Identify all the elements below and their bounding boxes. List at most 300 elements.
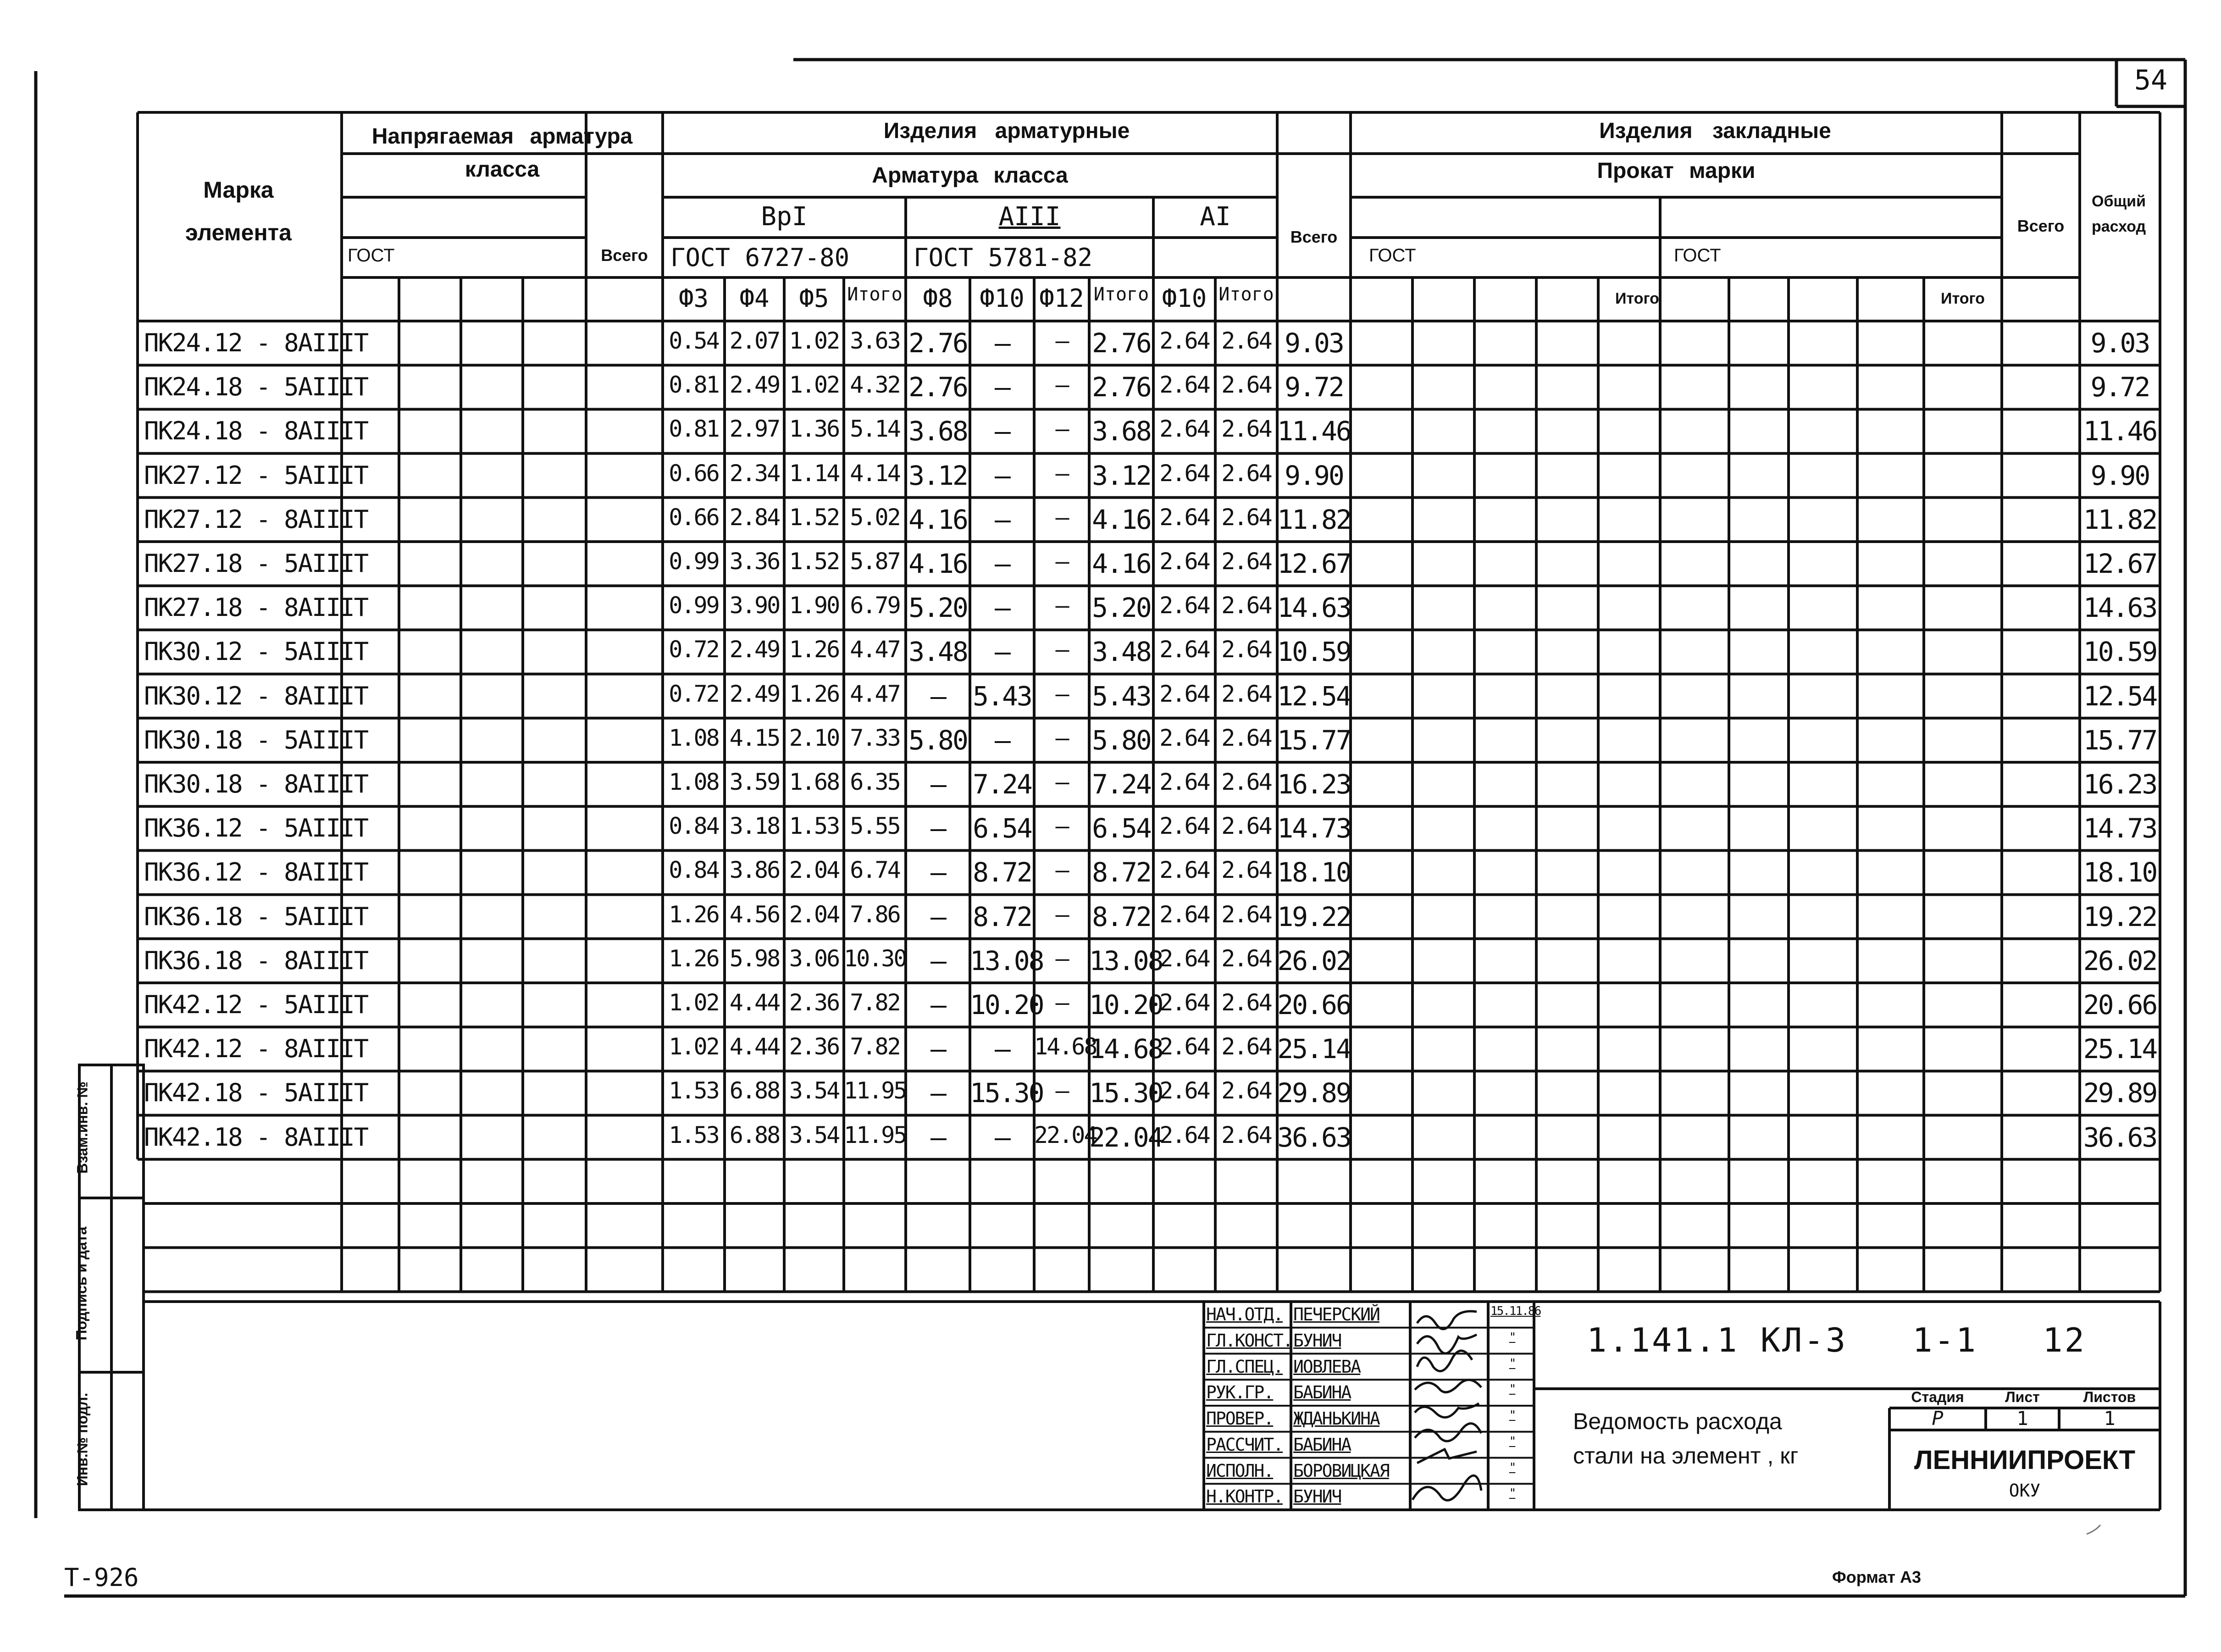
header-class-a3: АIII [998,202,1061,232]
signer-name: ИОВЛЕВА [1293,1356,1361,1377]
sheet-label: Лист [2005,1389,2040,1405]
header-gost-zakl2: ГОСТ [1674,245,1721,266]
cell-d3: 1.26 [669,901,719,928]
cell-itogo_bp: 7.33 [850,724,900,751]
cell-d5: 1.26 [789,680,839,707]
cell-itogo_a3: 3.12 [1092,460,1151,491]
signer-date: " [1509,1408,1516,1422]
cell-itogo_bp: 6.35 [850,769,900,795]
cell-d4: 4.44 [729,1033,780,1060]
cell-itogo_bp: 7.86 [850,901,900,928]
cell-itogo_a1: 2.64 [1221,1033,1271,1060]
cell-d8: — [930,1121,945,1153]
cell-d10: — [995,371,1009,403]
cell-itogo_a1: 2.64 [1221,1077,1271,1104]
header-class-a1: АI [1200,202,1231,232]
cell-d5: 3.06 [789,945,839,972]
row-mark: ПК36.12 - 8АIIIТ [144,858,368,887]
doc-title-line2: стали на элемент , кг [1573,1443,1799,1469]
cell-itogo_a1: 2.64 [1221,636,1271,663]
cell-d8: 4.16 [908,504,967,535]
cell-d5: 1.36 [789,416,839,443]
cell-itogo_bp: 11.95 [844,1121,906,1148]
signer-role: РАССЧИТ. [1206,1434,1283,1455]
cell-itogo_a1: 2.64 [1221,460,1271,487]
header-gost-zakl1: ГОСТ [1369,245,1416,266]
cell-itogo_a3: 5.20 [1092,592,1151,624]
cell-d3: 0.66 [669,460,719,487]
cell-d12: — [1055,416,1068,443]
row-mark: ПК30.18 - 8АIIIТ [144,770,368,798]
doc-code: 1.141.1 КЛ-3 1-1 12 [1587,1321,2086,1359]
cell-d10: 6.54 [973,813,1031,844]
cell-a1_d10: 2.64 [1159,504,1209,531]
cell-itogo_bp: 7.82 [850,989,900,1016]
header-marka: Марка [203,177,274,203]
diam-header-d8: Ф8 [923,284,953,313]
row-mark: ПК24.18 - 5АIIIТ [144,372,368,402]
stamp-vzam: Взам.инв. № [74,1081,91,1174]
cell-d5: 1.68 [789,769,839,795]
cell-itogo_a3: 3.48 [1092,636,1151,668]
cell-d12: — [1055,813,1068,840]
cell-itogo_bp: 11.95 [844,1077,906,1104]
cell-d10: — [995,636,1009,668]
cell-vsego: 29.89 [1277,1077,1351,1109]
cell-itogo_a3: 3.68 [1092,416,1151,447]
cell-a1_d10: 2.64 [1159,989,1209,1016]
cell-d3: 0.66 [669,504,719,531]
cell-itogo_a1: 2.64 [1221,989,1271,1016]
row-mark: ПК42.18 - 8АIIIТ [144,1122,368,1152]
cell-d12: — [1055,857,1068,884]
cell-d8: — [930,901,945,932]
cell-d3: 1.02 [669,1033,719,1060]
cell-vsego: 12.67 [1277,548,1351,579]
cell-d12: — [1055,592,1068,619]
cell-d3: 0.99 [669,592,719,619]
cell-d4: 3.36 [729,548,780,575]
cell-d3: 1.02 [669,989,719,1016]
cell-total: 10.59 [2083,636,2157,668]
cell-itogo_bp: 4.14 [850,460,900,487]
signer-role: НАЧ.ОТД. [1206,1304,1283,1325]
stage-label: Стадия [1911,1389,1964,1405]
cell-d4: 4.44 [729,989,780,1016]
cell-itogo_a1: 2.64 [1221,1121,1271,1148]
cell-itogo_a3: 7.24 [1092,769,1151,800]
cell-d5: 1.52 [789,504,839,531]
cell-a1_d10: 2.64 [1159,416,1209,443]
header-gost-a: ГОСТ 5781-82 [914,243,1093,272]
cell-a1_d10: 2.64 [1159,945,1209,972]
cell-itogo_bp: 5.14 [850,416,900,443]
signer-date: " [1509,1434,1516,1448]
cell-d5: 2.04 [789,901,839,928]
cell-total: 25.14 [2083,1033,2157,1065]
header-napr-line1: Напрягаемая арматура [371,124,633,149]
cell-d12: 14.68 [1034,1033,1097,1060]
diam-header-itogo_hand: Итого [847,284,903,305]
signer-role: Н.КОНТР. [1206,1486,1283,1507]
cell-itogo_a1: 2.64 [1221,769,1271,795]
row-mark: ПК24.18 - 8АIIIТ [144,416,368,446]
cell-d12: — [1055,1077,1068,1104]
cell-d8: 2.76 [908,371,967,403]
cell-itogo_a3: 4.16 [1092,548,1151,579]
cell-itogo_bp: 4.32 [850,371,900,399]
cell-itogo_bp: 4.47 [850,680,900,707]
cell-itogo_a3: 4.16 [1092,504,1151,535]
diam-header-itogo_hand: Итого [1093,284,1149,305]
cell-itogo_a1: 2.64 [1221,813,1271,840]
cell-total: 36.63 [2083,1121,2157,1153]
cell-d8: — [930,680,945,712]
cell-a1_d10: 2.64 [1159,1077,1209,1104]
signer-name: БОРОВИЦКАЯ [1293,1460,1389,1481]
cell-a1_d10: 2.64 [1159,371,1209,399]
cell-d10: 8.72 [973,857,1031,888]
cell-vsego: 9.72 [1285,371,1343,403]
cell-vsego: 16.23 [1277,769,1351,800]
cell-d12: — [1055,548,1068,575]
cell-d12: — [1055,769,1068,795]
cell-d12: — [1055,945,1068,972]
cell-d4: 6.88 [729,1121,780,1148]
cell-itogo_a3: 5.43 [1092,680,1151,712]
cell-d3: 0.72 [669,636,719,663]
cell-d12: — [1055,636,1068,663]
cell-total: 14.63 [2083,592,2157,624]
cell-d4: 2.97 [729,416,780,443]
cell-vsego: 25.14 [1277,1033,1351,1065]
header-vsego-zakl: Всего [2017,216,2065,235]
row-mark: ПК27.18 - 5АIIIТ [144,549,368,578]
cell-vsego: 36.63 [1277,1121,1351,1153]
sheet-value: 1 [2016,1407,2028,1430]
cell-d12: — [1055,901,1068,928]
cell-d12: — [1055,460,1068,487]
cell-total: 16.23 [2083,769,2157,800]
row-mark: ПК30.12 - 5АIIIТ [144,637,368,666]
cell-d4: 3.86 [729,857,780,884]
cell-itogo_a1: 2.64 [1221,327,1271,354]
cell-d10: — [995,504,1009,535]
row-mark: ПК42.18 - 5АIIIТ [144,1078,368,1108]
cell-itogo_a3: 14.68 [1089,1033,1163,1065]
cell-d8: 4.16 [908,548,967,579]
cell-d4: 2.34 [729,460,780,487]
header-gost-bp: ГОСТ 6727-80 [670,243,850,272]
signer-role: ГЛ.СПЕЦ. [1206,1356,1283,1377]
cell-d4: 2.84 [729,504,780,531]
cell-d10: — [995,416,1009,447]
signer-date: " [1509,1356,1516,1370]
cell-d5: 1.53 [789,813,839,840]
row-mark: ПК42.12 - 8АIIIТ [144,1034,368,1064]
cell-vsego: 12.54 [1277,680,1351,712]
cell-d5: 2.36 [789,989,839,1016]
cell-vsego: 19.22 [1277,901,1351,932]
cell-d12: — [1055,371,1068,399]
cell-d3: 0.84 [669,857,719,884]
cell-d10: — [995,1033,1009,1065]
cell-d8: 3.68 [908,416,967,447]
cell-vsego: 14.73 [1277,813,1351,844]
cell-itogo_bp: 7.82 [850,1033,900,1060]
cell-d5: 1.02 [789,371,839,399]
cell-total: 14.73 [2083,813,2157,844]
cell-a1_d10: 2.64 [1159,680,1209,707]
cell-d5: 3.54 [789,1121,839,1148]
diam-header-d5: Ф5 [799,284,829,313]
cell-d12: — [1055,504,1068,531]
cell-vsego: 18.10 [1277,857,1351,888]
cell-d4: 2.49 [729,680,780,707]
cell-d3: 1.53 [669,1077,719,1104]
cell-d3: 1.08 [669,769,719,795]
cell-d4: 3.59 [729,769,780,795]
cell-d8: — [930,769,945,800]
org-name: ЛЕННИИПРОЕКТ [1914,1445,2136,1475]
cell-d4: 2.07 [729,327,780,354]
cell-d12: — [1055,724,1068,751]
diam-header-d12: Ф12 [1039,284,1084,313]
cell-total: 9.90 [2090,460,2149,491]
cell-itogo_a3: 15.30 [1089,1077,1163,1109]
cell-d8: 2.76 [908,327,967,359]
cell-d5: 1.90 [789,592,839,619]
cell-itogo_bp: 5.55 [850,813,900,840]
row-mark: ПК27.18 - 8АIIIТ [144,593,368,622]
cell-d4: 2.49 [729,636,780,663]
header-vsego-arm: Всего [1290,227,1338,246]
row-mark: ПК27.12 - 5АIIIТ [144,460,368,490]
cell-itogo_a1: 2.64 [1221,371,1271,399]
cell-vsego: 15.77 [1277,724,1351,756]
signer-name: ПЕЧЕРСКИЙ [1293,1304,1379,1325]
cell-d5: 2.36 [789,1033,839,1060]
cell-a1_d10: 2.64 [1159,724,1209,751]
cell-d8: — [930,945,945,976]
cell-total: 15.77 [2083,724,2157,756]
header-arm-klassa: Арматура класса [872,163,1068,188]
header-prokat-marki: Прокат марки [1597,159,1756,183]
cell-d10: 15.30 [970,1077,1043,1109]
cell-d8: 5.20 [908,592,967,624]
cell-itogo_a3: 13.08 [1089,945,1163,976]
cell-total: 18.10 [2083,857,2157,888]
cell-total: 12.54 [2083,680,2157,712]
signer-name: БУНИЧ [1293,1330,1341,1351]
cell-total: 20.66 [2083,989,2157,1020]
cell-d10: — [995,1121,1009,1153]
cell-d5: 1.02 [789,327,839,354]
diam-header-d10a: Ф10 [980,284,1025,313]
cell-itogo_a1: 2.64 [1221,901,1271,928]
cell-vsego: 11.82 [1277,504,1351,535]
cell-total: 11.82 [2083,504,2157,535]
diam-header-d10b: Ф10 [1162,284,1207,313]
cell-vsego: 10.59 [1277,636,1351,668]
cell-itogo_a3: 8.72 [1092,901,1151,932]
doc-title-line1: Ведомость расхода [1573,1408,1782,1434]
signer-date: 15.11.86 [1490,1304,1541,1318]
footer-code: Т-926 [64,1563,139,1592]
cell-total: 29.89 [2083,1077,2157,1109]
cell-d8: 3.48 [908,636,967,668]
cell-d3: 1.08 [669,724,719,751]
cell-a1_d10: 2.64 [1159,327,1209,354]
cell-itogo_a3: 22.04 [1089,1121,1163,1153]
signer-role: ИСПОЛН. [1206,1460,1274,1481]
cell-total: 9.72 [2090,371,2149,403]
cell-total: 26.02 [2083,945,2157,976]
cell-itogo_a3: 2.76 [1092,371,1151,403]
cell-d5: 2.10 [789,724,839,751]
cell-d4: 6.88 [729,1077,780,1104]
cell-a1_d10: 2.64 [1159,901,1209,928]
stage-value: Р [1932,1407,1944,1430]
cell-d4: 3.90 [729,592,780,619]
signer-role: ГЛ.КОНСТ. [1206,1330,1292,1351]
cell-itogo_a3: 5.80 [1092,724,1151,756]
cell-d10: — [995,327,1009,359]
cell-itogo_a1: 2.64 [1221,592,1271,619]
row-mark: ПК30.18 - 5АIIIТ [144,725,368,754]
sheets-value: 1 [2104,1407,2116,1430]
cell-itogo_bp: 10.30 [844,945,906,972]
cell-vsego: 9.90 [1285,460,1343,491]
cell-d4: 4.15 [729,724,780,751]
header-vsego-napr: Всего [601,246,648,265]
cell-a1_d10: 2.64 [1159,1033,1209,1060]
cell-d10: 7.24 [973,769,1031,800]
page-number: 54 [2134,64,2168,96]
cell-d5: 1.52 [789,548,839,575]
stamp-podpis: Подпись и дата [73,1226,90,1341]
signer-date: " [1509,1382,1516,1397]
cell-d4: 4.56 [729,901,780,928]
cell-itogo_a1: 2.64 [1221,504,1271,531]
cell-d5: 2.04 [789,857,839,884]
header-class-bp: ВрI [761,202,808,232]
cell-a1_d10: 2.64 [1159,813,1209,840]
cell-total: 9.03 [2090,327,2149,359]
cell-d5: 1.26 [789,636,839,663]
diam-header-d3: Ф3 [678,284,709,313]
diam-header-d4: Ф4 [739,284,770,313]
cell-itogo_a3: 8.72 [1092,857,1151,888]
signer-name: БУНИЧ [1293,1486,1341,1507]
header-obsh-line2: расход [2091,218,2146,235]
header-gost-napr: ГОСТ [348,245,395,266]
cell-d4: 2.49 [729,371,780,399]
cell-d10: 8.72 [973,901,1031,932]
cell-a1_d10: 2.64 [1159,460,1209,487]
sheets-label: Листов [2083,1389,2136,1405]
cell-d4: 3.18 [729,813,780,840]
signer-name: БАБИНА [1293,1434,1351,1455]
cell-a1_d10: 2.64 [1159,636,1209,663]
cell-total: 12.67 [2083,548,2157,579]
cell-d10: — [995,460,1009,491]
cell-d10: — [995,548,1009,579]
header-obsh-line1: Общий [2092,193,2146,210]
cell-a1_d10: 2.64 [1159,592,1209,619]
cell-d8: — [930,1077,945,1109]
cell-itogo_a1: 2.64 [1221,680,1271,707]
cell-d10: 5.43 [973,680,1031,712]
cell-itogo_a1: 2.64 [1221,945,1271,972]
cell-itogo_a1: 2.64 [1221,548,1271,575]
signer-role: РУК.ГР. [1206,1382,1274,1403]
cell-vsego: 11.46 [1277,416,1351,447]
corner-mark [2087,1525,2100,1534]
cell-d10: 13.08 [970,945,1043,976]
cell-d4: 5.98 [729,945,780,972]
cell-d10: — [995,724,1009,756]
cell-itogo_bp: 6.79 [850,592,900,619]
cell-vsego: 14.63 [1277,592,1351,624]
cell-itogo_bp: 4.47 [850,636,900,663]
header-napr-line2: класса [465,157,540,182]
diam-header-itogo_hand: Итого [1219,284,1274,305]
cell-d8: 3.12 [908,460,967,491]
cell-itogo_a1: 2.64 [1221,416,1271,443]
cell-vsego: 20.66 [1277,989,1351,1020]
row-mark: ПК36.12 - 5АIIIТ [144,814,368,843]
cell-d8: — [930,989,945,1020]
footer-format: Формат А3 [1832,1568,1922,1586]
header-itogo-zakl2: Итого [1941,290,1985,307]
cell-d3: 0.54 [669,327,719,354]
cell-d8: — [930,813,945,844]
row-mark: ПК42.12 - 5АIIIТ [144,990,368,1019]
stamp-inv: Инв.№ подл. [74,1392,91,1486]
signer-date: " [1509,1486,1516,1501]
cell-a1_d10: 2.64 [1159,1121,1209,1148]
header-izd-zakl: Изделия закладные [1599,119,1831,143]
signer-name: ЖДАНЬКИНА [1293,1408,1379,1429]
cell-d3: 1.53 [669,1121,719,1148]
cell-itogo_a3: 10.20 [1089,989,1163,1020]
cell-a1_d10: 2.64 [1159,769,1209,795]
cell-d3: 0.72 [669,680,719,707]
cell-total: 19.22 [2083,901,2157,932]
header-izd-arm: Изделия арматурные [883,119,1130,143]
header-element: элемента [185,220,292,245]
cell-d3: 0.81 [669,416,719,443]
cell-itogo_a1: 2.64 [1221,857,1271,884]
cell-d12: — [1055,680,1068,707]
cell-d5: 3.54 [789,1077,839,1104]
cell-d3: 1.26 [669,945,719,972]
cell-d3: 0.99 [669,548,719,575]
cell-itogo_bp: 5.02 [850,504,900,531]
cell-d10: 10.20 [970,989,1043,1020]
cell-vsego: 9.03 [1285,327,1343,359]
cell-itogo_a1: 2.64 [1221,724,1271,751]
row-mark: ПК36.18 - 8АIIIТ [144,946,368,975]
row-mark: ПК24.12 - 8АIIIТ [144,328,368,357]
cell-d3: 0.84 [669,813,719,840]
cell-d10: — [995,592,1009,624]
cell-d5: 1.14 [789,460,839,487]
signer-role: ПРОВЕР. [1206,1408,1274,1429]
signer-date: " [1509,1330,1516,1344]
cell-d8: 5.80 [908,724,967,756]
